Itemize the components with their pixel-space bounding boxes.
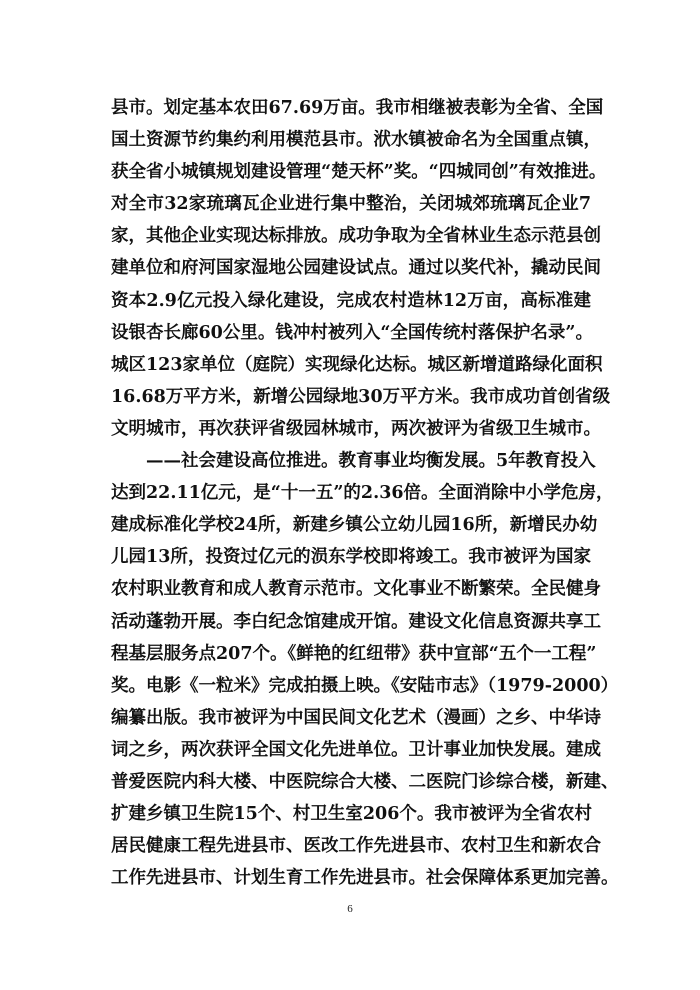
text-line: 家，其他企业实现达标排放。成功争取为全省林业生态示范县创 <box>111 226 601 247</box>
text-line: 国土资源节约集约利用模范县市。洑水镇被命名为全国重点镇， <box>111 130 601 151</box>
text-line: 对全市32家琉璃瓦企业进行集中整治，关闭城郊琉璃瓦企业7 <box>111 194 591 215</box>
text-line: 城区123家单位（庭院）实现绿化达标。城区新增道路绿化面积 <box>111 354 603 375</box>
page-number: 6 <box>347 903 353 915</box>
text-line: 建成标准化学校24所，新建乡镇公立幼儿园16所，新增民办幼 <box>111 515 598 536</box>
section-heading-line: ——社会建设高位推进。教育事业均衡发展。5年教育投入 <box>146 451 596 472</box>
text-line: 工作先进县市、计划生育工作先进县市。社会保障体系更加完善。 <box>111 868 619 889</box>
text-line: 奖。电影《一粒米》完成拍摄上映。《安陆市志》（1979-2000） <box>111 675 619 696</box>
text-line: 农村职业教育和成人教育示范市。文化事业不断繁荣。全民健身 <box>111 579 601 600</box>
text-line: 获全省小城镇规划建设管理“楚天杯”奖。“四城同创”有效推进。 <box>111 162 607 183</box>
text-line: 居民健康工程先进县市、医改工作先进县市、农村卫生和新农合 <box>111 836 601 857</box>
text-line: 词之乡，两次获评全国文化先进单位。卫计事业加快发展。建成 <box>111 739 601 760</box>
text-line: 建单位和府河国家湿地公园建设试点。通过以奖代补，撬动民间 <box>111 258 601 279</box>
text-line: 设银杏长廊60公里。钱冲村被列入“全国传统村落保护名录”。 <box>111 322 593 343</box>
text-line: 16.68万平方米，新增公园绿地30万平方米。我市成功首创省级 <box>111 386 611 407</box>
text-line: 儿园13所，投资过亿元的涢东学校即将竣工。我市被评为国家 <box>111 547 591 568</box>
body-text <box>111 92 619 894</box>
text-line: 普爱医院内科大楼、中医院综合大楼、二医院门诊综合楼，新建、 <box>111 771 619 792</box>
text-line: 程基层服务点207个。《鲜艳的红纽带》获中宣部“五个一工程” <box>111 643 597 664</box>
text-line: 活动蓬勃开展。李白纪念馆建成开馆。建设文化信息资源共享工 <box>111 611 601 632</box>
text-line: 县市。划定基本农田67.69万亩。我市相继被表彰为全省、全国 <box>111 98 604 118</box>
text-line: 编纂出版。我市被评为中国民间文化艺术（漫画）之乡、中华诗 <box>111 707 601 728</box>
text-line: 达到22.11亿元，是“十一五”的2.36倍。全面消除中小学危房， <box>111 483 614 504</box>
text-line: 资本2.9亿元投入绿化建设，完成农村造林12万亩，高标准建 <box>111 290 591 311</box>
text-line: 文明城市，再次获评省级园林城市，两次被评为省级卫生城市。 <box>111 418 601 439</box>
text-line: 扩建乡镇卫生院15个、村卫生室206个。我市被评为全省农村 <box>111 804 592 825</box>
